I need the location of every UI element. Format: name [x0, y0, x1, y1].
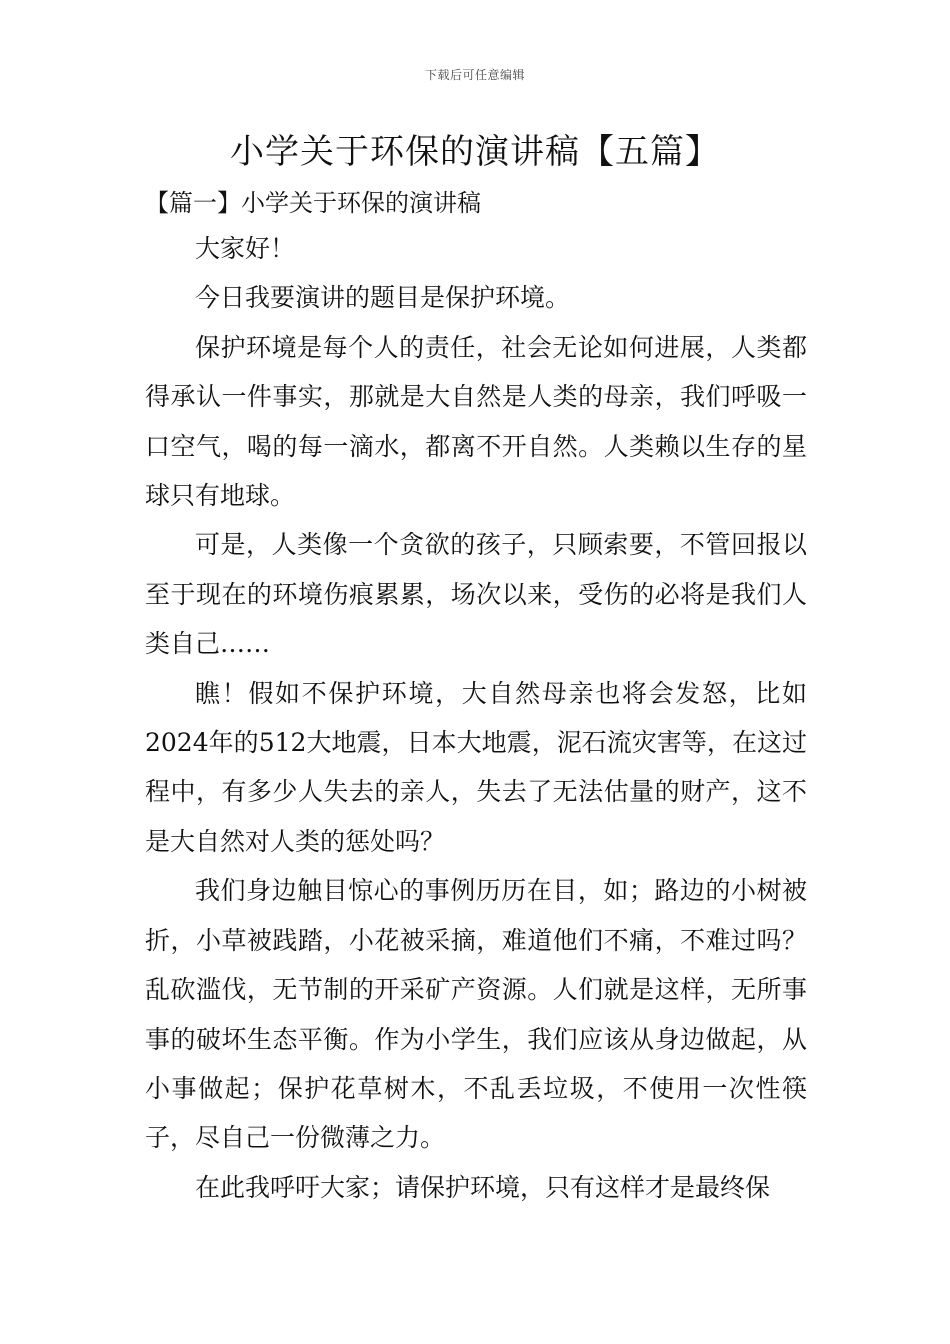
header-note: 下载后可任意编辑: [424, 68, 525, 82]
paragraph-topic: 今日我要演讲的题目是保护环境。: [195, 283, 571, 313]
paragraph: 保护环境是每个人的责任，社会无论如何进展，人类都得承认一件事实，那就是大自然是人类的母亲，我们呼吸一口空气，喝的每一滴水，都离不开自然。人类赖以生存的星球只有地球。: [145, 332, 807, 511]
paragraph: 可是，人类像一个贪欲的孩子，只顾索要，不管回报以至于现在的环境伤痕累累，场次以来，受伤的必将是我们人类自己……: [145, 530, 807, 659]
paragraph: 瞧！假如不保护环境，大自然母亲也将会发怒，比如2024年的512大地震，日本大地震，泥石流灾害等，在这过程中，有多少人失去的亲人，失去了无法估量的财产，这不是大自然对人类的惩处吗？: [145, 678, 807, 856]
document-title: 小学关于环保的演讲稿【五篇】: [230, 132, 720, 172]
paragraph: 我们身边触目惊心的事例历历在目，如；路边的小树被折，小草被践踏，小花被采摘，难道他们不痛，不难过吗？乱砍滥伐，无节制的开采矿产资源。人们就是这样，无所事事的破坏生态平衡。作为小学生，我们应该从身边做起，从小事做起；保护花草树木，不乱丢垃圾，不使用一次性筷子，尽自己一份微薄之力。: [145, 876, 807, 1153]
body-text: [145, 224, 807, 1212]
paragraph: 在此我呼吁大家；请保护环境，只有这样才是最终保: [195, 1172, 771, 1202]
section-heading: 【篇一】小学关于环保的演讲稿: [145, 189, 481, 217]
paragraph-greeting: 大家好！: [195, 234, 296, 263]
